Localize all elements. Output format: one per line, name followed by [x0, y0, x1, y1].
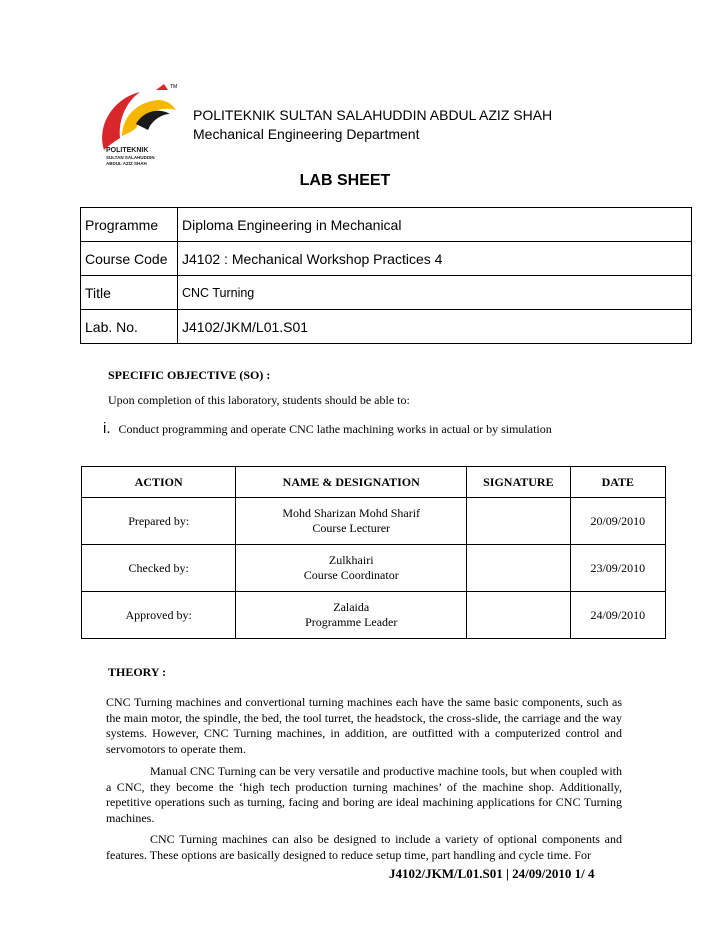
approval-name-designation [236, 498, 467, 545]
info-row-title [81, 276, 692, 310]
info-label: Programme [81, 208, 178, 242]
approver-name: Mohd Sharizan Mohd Sharif [282, 506, 421, 520]
approval-date: 23/09/2010 [570, 545, 665, 592]
svg-text:TM: TM [170, 84, 178, 90]
info-value: Diploma Engineering in Mechanical [178, 208, 692, 242]
sheet-title: LAB SHEET [299, 172, 391, 189]
approval-row-approved [82, 592, 666, 639]
header-action: ACTION [82, 467, 236, 498]
info-label: Title [81, 276, 178, 310]
info-value: J4102/JKM/L01.S01 [178, 310, 692, 344]
info-label: Lab. No. [81, 310, 178, 344]
svg-text:SULTAN SALAHUDDIN: SULTAN SALAHUDDIN [106, 155, 155, 160]
approval-date: 24/09/2010 [570, 592, 665, 639]
course-info-table [80, 207, 692, 344]
approval-action: Prepared by: [82, 498, 236, 545]
header-signature: SIGNATURE [467, 467, 571, 498]
approval-action: Checked by: [82, 545, 236, 592]
svg-text:ABDUL AZIZ SHAH: ABDUL AZIZ SHAH [106, 161, 147, 166]
logo-emblem [96, 80, 196, 170]
politeknik-logo [96, 80, 196, 170]
info-row-course-code [81, 242, 692, 276]
approval-date: 20/09/2010 [570, 498, 665, 545]
objective-heading: SPECIFIC OBJECTIVE (SO) : [108, 368, 271, 382]
approval-signature [467, 498, 571, 545]
approver-designation: Course Coordinator [303, 568, 399, 582]
header-date: DATE [570, 467, 665, 498]
approval-row-checked [82, 545, 666, 592]
theory-paragraph: CNC Turning machines can also be designed to include a variety of optional components and features. These options are basically designed to reduce setup time, part handling and cycle time. For [106, 832, 622, 862]
info-label: Course Code [81, 242, 178, 276]
info-value: CNC Turning [178, 276, 692, 310]
institution-name: POLITEKNIK SULTAN SALAHUDDIN ABDUL AZIZ SHAH [193, 107, 553, 123]
approval-table [81, 466, 666, 639]
approver-name: Zalaida [333, 600, 370, 614]
objective-intro: Upon completion of this laboratory, students should be able to: [108, 393, 410, 407]
objective-item-number: i. [103, 420, 111, 437]
info-row-programme [81, 208, 692, 242]
objective-item [103, 420, 552, 437]
approval-row-prepared [82, 498, 666, 545]
approval-header-row [82, 467, 666, 498]
approver-designation: Programme Leader [305, 615, 398, 629]
approval-signature [467, 545, 571, 592]
page-footer: J4102/JKM/L01.S01 | 24/09/2010 1/ 4 [389, 866, 595, 881]
info-row-lab-no [81, 310, 692, 344]
theory-paragraph: Manual CNC Turning can be very versatile and productive machine tools, but when coupled with a CNC, they become the ‘high tech production turning machines’ of the machine shop. Additionally, repetitive operations such as turning, facing and boring are ideal machining applications for CNC Turning machines. [106, 764, 622, 825]
approval-signature [467, 592, 571, 639]
info-value: J4102 : Mechanical Workshop Practices 4 [178, 242, 692, 276]
department-name: Mechanical Engineering Department [193, 126, 420, 142]
header-name-designation: NAME & DESIGNATION [236, 467, 467, 498]
theory-heading: THEORY : [108, 665, 167, 679]
approval-name-designation [236, 545, 467, 592]
approval-action: Approved by: [82, 592, 236, 639]
approval-name-designation [236, 592, 467, 639]
approver-designation: Course Lecturer [312, 521, 391, 535]
objective-item-text: Conduct programming and operate CNC lathe machining works in actual or by simulation [118, 422, 552, 436]
approver-name: Zulkhairi [328, 553, 374, 567]
theory-paragraph: CNC Turning machines and convertional turning machines each have the same basic components, such as the main motor, the spindle, the bed, the tool turret, the headstock, the cross-slide, the carriage and the way systems. However, CNC Turning machines, in addition, are outfitted with a computerized control and servomotors to operate them. [106, 695, 622, 756]
svg-text:POLITEKNIK: POLITEKNIK [106, 147, 149, 154]
